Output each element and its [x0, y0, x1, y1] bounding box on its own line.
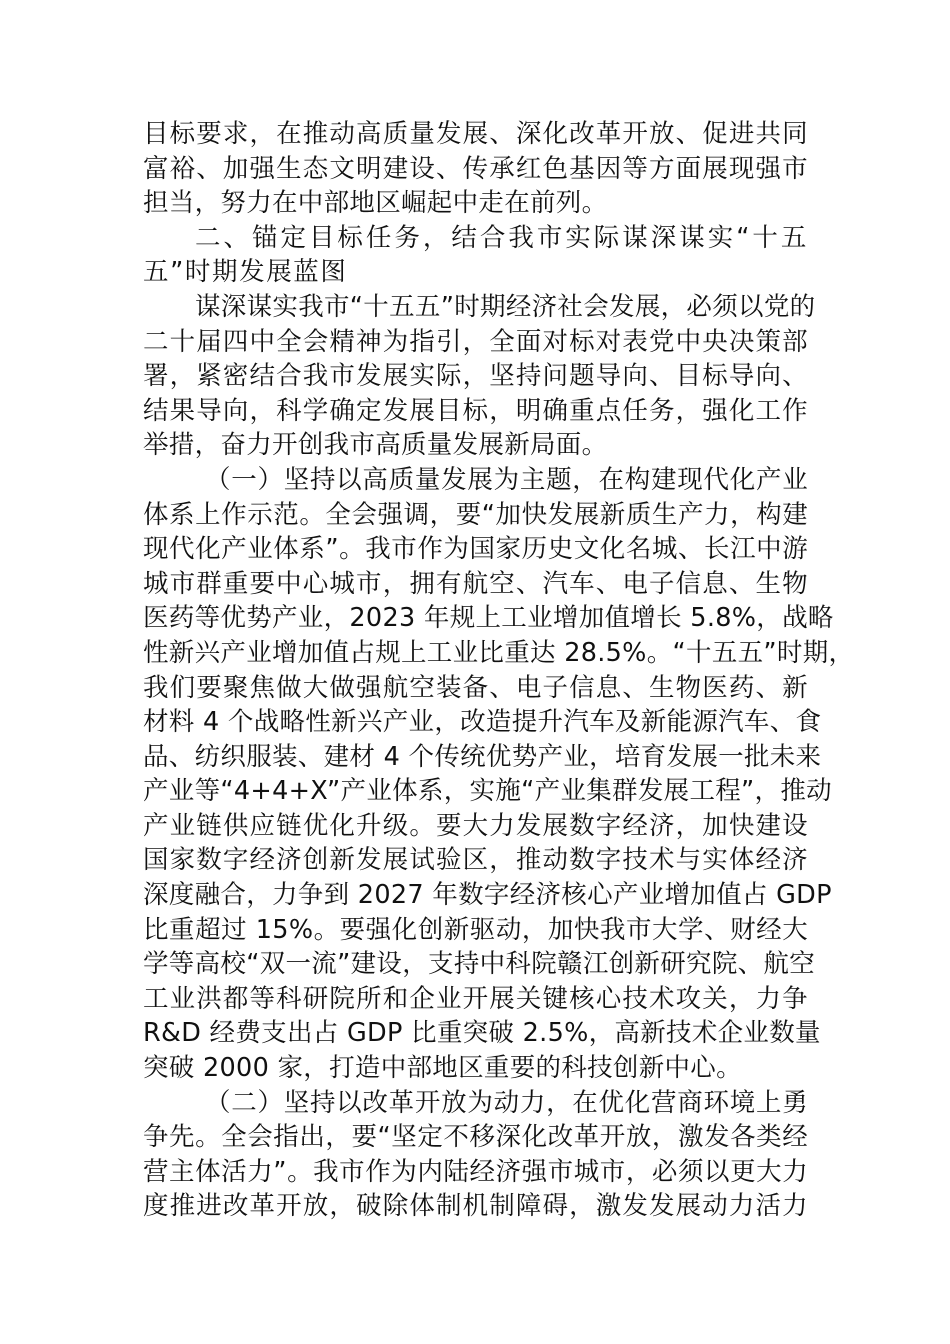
section-heading [143, 221, 808, 290]
text-line: 举措，奋力开创我市高质量发展新局面。 [143, 430, 608, 461]
paragraph-item-1 [143, 463, 855, 1086]
text-line: 产业等“4+4+X”产业体系，实施“产业集群发展工程”，推动 [143, 776, 832, 807]
document-body [143, 117, 855, 1224]
text-line: 现代化产业体系”。我市作为国家历史文化名城、长江中游 [143, 534, 808, 565]
text-line: 材料 4 个战略性新兴产业，改造提升汽车及新能源汽车、食 [143, 707, 822, 738]
text-line: 国家数字经济创新发展试验区，推动数字技术与实体经济 [143, 845, 808, 876]
text-line: 二十届四中全会精神为指引，全面对标对表党中央决策部 [143, 326, 808, 357]
text-line: 深度融合，力争到 2027 年数字经济核心产业增加值占 GDP [143, 880, 832, 911]
text-line: 突破 2000 家，打造中部地区重要的科技创新中心。 [143, 1053, 742, 1084]
text-line: 体系上作示范。全会强调，要“加快发展新质生产力，构建 [143, 499, 808, 530]
text-line: 谋深谋实我市“十五五”时期经济社会发展，必须以党的 [195, 291, 816, 322]
text-line: 结果导向，科学确定发展目标，明确重点任务，强化工作 [143, 395, 808, 426]
text-line: 产业链供应链优化升级。要大力发展数字经济，加快建设 [143, 810, 808, 841]
text-line: 比重超过 15%。要强化创新驱动，加快我市大学、财经大 [143, 914, 808, 945]
paragraph-item-2 [143, 1086, 808, 1224]
text-line: 争先。全会指出，要“坚定不移深化改革开放，激发各类经 [143, 1122, 808, 1153]
text-line: 医药等优势产业，2023 年规上工业增加值增长 5.8%，战略 [143, 603, 834, 634]
paragraph-continuation [143, 117, 808, 221]
text-line: 营主体活力”。我市作为内陆经济强市城市，必须以更大力 [143, 1156, 808, 1187]
text-line: （一）坚持以高质量发展为主题，在构建现代化产业 [205, 464, 808, 495]
text-line: 学等高校“双一流”建设，支持中科院赣江创新研究院、航空 [143, 949, 816, 980]
paragraph-intro [143, 290, 816, 463]
text-line: 品、纺织服装、建材 4 个传统优势产业，培育发展一批未来 [143, 741, 822, 772]
text-line: 我们要聚焦做大做强航空装备、电子信息、生物医药、新 [143, 672, 808, 703]
text-line: 度推进改革开放，破除体制机制障碍，激发发展动力活力 [143, 1191, 808, 1222]
heading-line: 二、锚定目标任务，结合我市实际谋深谋实“十五 [195, 222, 808, 253]
text-line: 性新兴产业增加值占规上工业比重达 28.5%。“十五五”时期， [143, 637, 855, 668]
text-line: R&D 经费支出占 GDP 比重突破 2.5%，高新技术企业数量 [143, 1018, 821, 1049]
text-line: 工业洪都等科研院所和企业开展关键核心技术攻关，力争 [143, 983, 808, 1014]
text-line: （二）坚持以改革开放为动力，在优化营商环境上勇 [205, 1087, 808, 1118]
text-line: 目标要求，在推动高质量发展、深化改革开放、促进共同 [143, 119, 808, 149]
text-line: 担当，努力在中部地区崛起中走在前列。 [143, 188, 608, 219]
text-line: 署，紧密结合我市发展实际，坚持问题导向、目标导向、 [143, 361, 808, 392]
text-line: 城市群重要中心城市，拥有航空、汽车、电子信息、生物 [143, 568, 808, 599]
heading-line: 五”时期发展蓝图 [143, 257, 348, 288]
text-line: 富裕、加强生态文明建设、传承红色基因等方面展现强市 [143, 153, 808, 184]
